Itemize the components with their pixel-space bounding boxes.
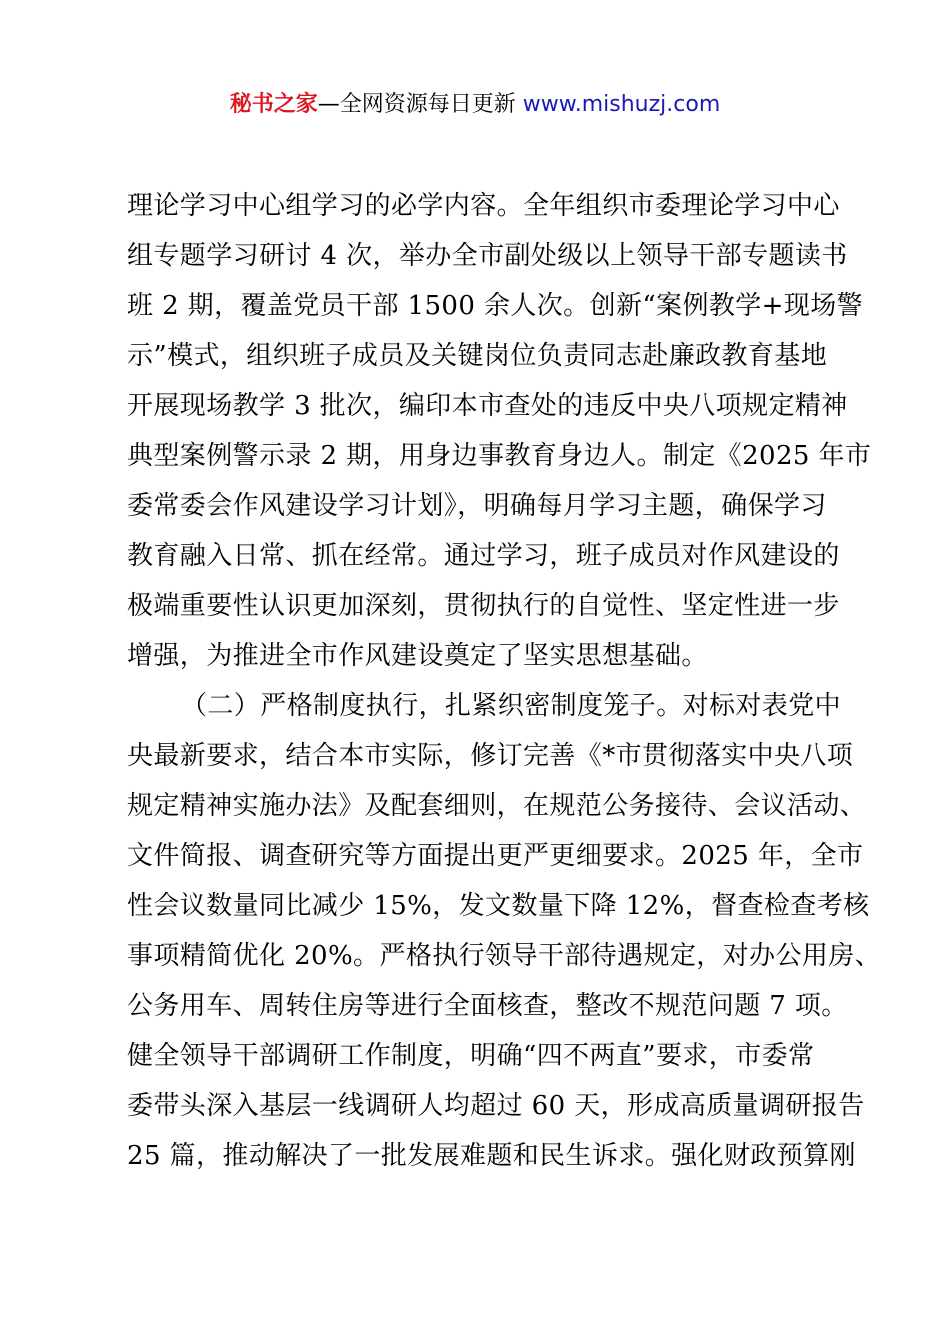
- document-body: [127, 181, 882, 1181]
- text-line: 健全领导干部调研工作制度，明确“四不两直”要求，市委常: [127, 1041, 815, 1071]
- text-line: 文件简报、调查研究等方面提出更严更细要求。2025 年，全市: [127, 841, 864, 871]
- text-line: 25 篇，推动解决了一批发展难题和民生诉求。强化财政预算刚: [127, 1141, 856, 1171]
- header-url-link[interactable]: www.mishuzj.com: [522, 92, 721, 117]
- text-line: 班 2 期，覆盖党员干部 1500 余人次。创新“案例教学+现场警: [127, 291, 864, 321]
- text-line: 事项精简优化 20%。严格执行领导干部待遇规定，对办公用房、: [127, 941, 882, 971]
- page-header: [0, 88, 950, 122]
- text-line: 理论学习中心组学习的必学内容。全年组织市委理论学习中心: [127, 191, 840, 221]
- text-line: 教育融入日常、抓在经常。通过学习，班子成员对作风建设的: [127, 541, 840, 571]
- header-brand: 秘书之家: [229, 92, 318, 117]
- text-line: （二）严格制度执行，扎紧织密制度笼子。对标对表党中: [181, 691, 842, 721]
- text-line: 增强，为推进全市作风建设奠定了坚实思想基础。: [127, 641, 708, 671]
- header-tagline: —全网资源每日更新: [317, 92, 523, 117]
- text-line: 示”模式，组织班子成员及关键岗位负责同志赴廉政教育基地: [127, 341, 828, 371]
- text-line: 典型案例警示录 2 期，用身边事教育身边人。制定《2025 年市: [127, 441, 872, 471]
- text-line: 极端重要性认识更加深刻，贯彻执行的自觉性、坚定性进一步: [127, 591, 840, 621]
- text-line: 开展现场教学 3 批次，编印本市查处的违反中央八项规定精神: [127, 391, 848, 421]
- text-line: 规定精神实施办法》及配套细则，在规范公务接待、会议活动、: [127, 791, 867, 821]
- text-line: 委常委会作风建设学习计划》，明确每月学习主题，确保学习: [127, 491, 827, 521]
- text-line: 委带头深入基层一线调研人均超过 60 天，形成高质量调研报告: [127, 1091, 865, 1121]
- text-line: 公务用车、周转住房等进行全面核查，整改不规范问题 7 项。: [127, 991, 848, 1021]
- text-line: 组专题学习研讨 4 次，举办全市副处级以上领导干部专题读书: [127, 241, 848, 271]
- text-line: 央最新要求，结合本市实际，修订完善《*市贯彻落实中央八项: [127, 741, 854, 771]
- text-line: 性会议数量同比减少 15%，发文数量下降 12%，督查检查考核: [127, 891, 870, 921]
